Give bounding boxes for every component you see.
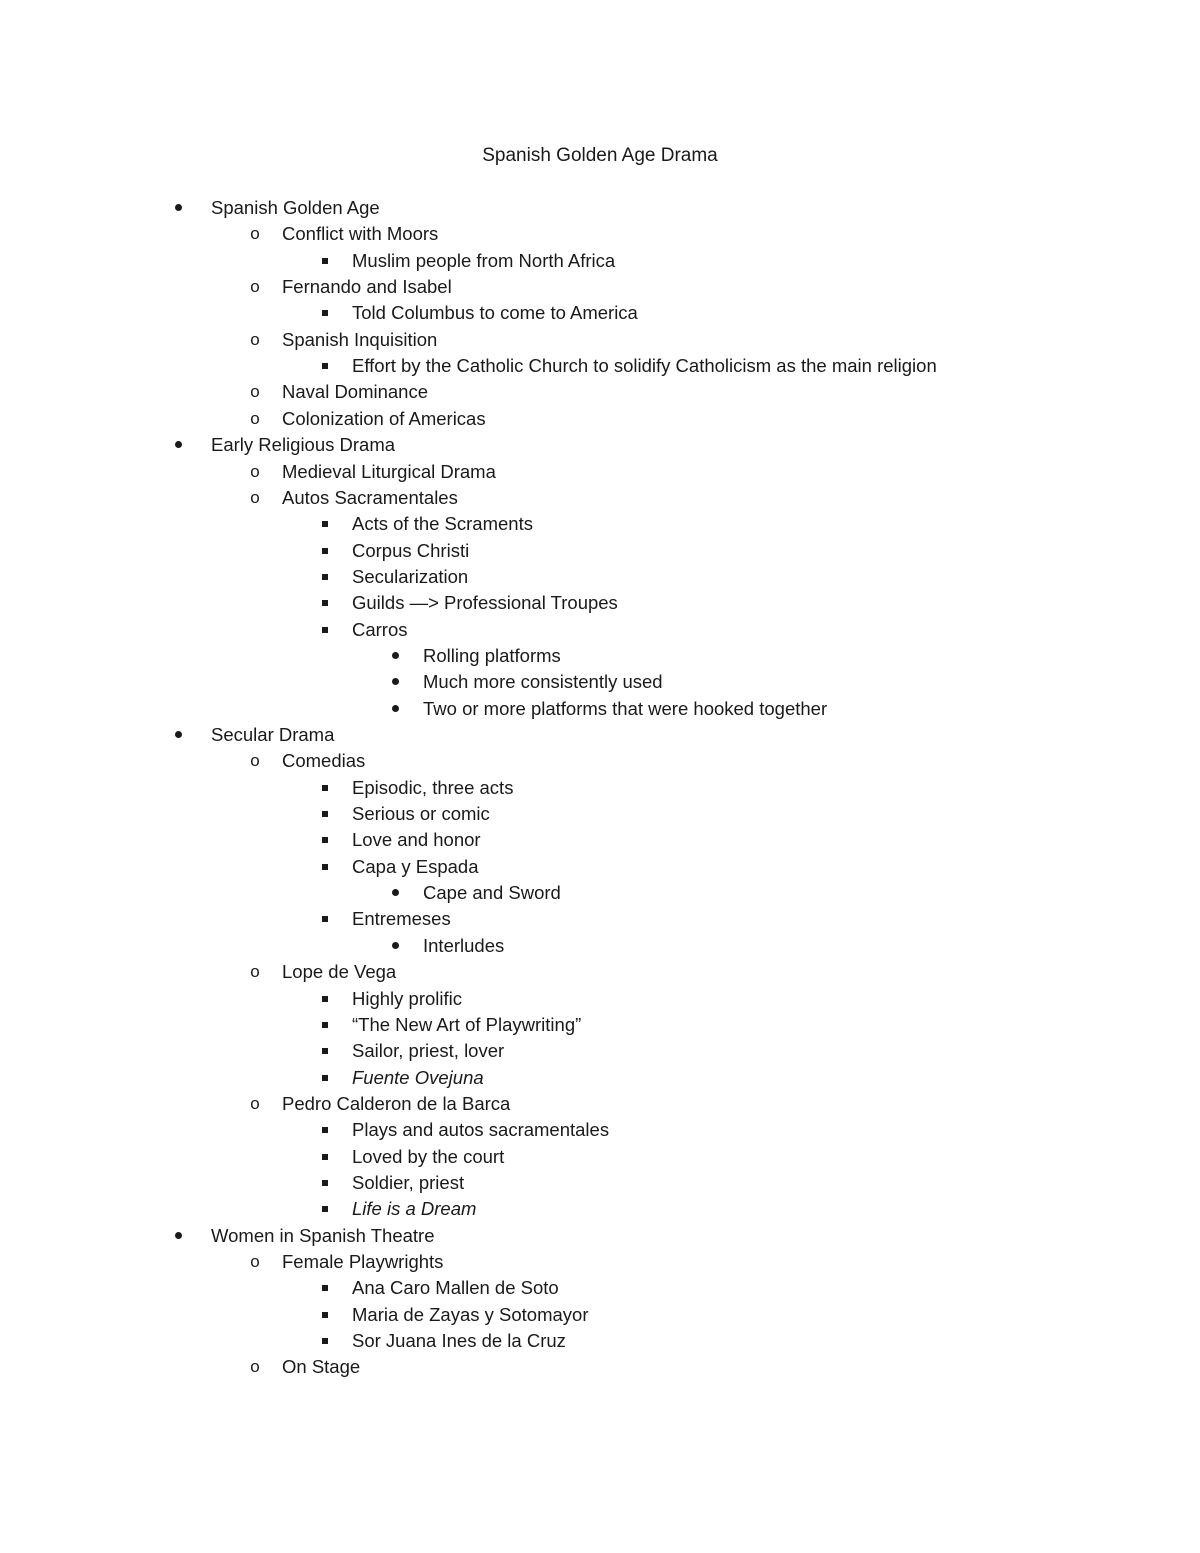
outline-item-level-3 <box>0 1302 1200 1328</box>
outline-item-level-3 <box>0 248 1200 274</box>
square-bullet-icon <box>317 1196 333 1222</box>
circle-bullet-icon: o <box>250 487 260 507</box>
disc-bullet-icon <box>388 696 404 722</box>
square-bullet-icon <box>317 1117 333 1143</box>
square-bullet-icon <box>317 1275 333 1301</box>
outline-item-text: Interludes <box>423 934 505 956</box>
outline-item-text: Spanish Golden Age <box>211 197 380 218</box>
outline-item-level-3 <box>0 1170 1200 1196</box>
outline-item-level-2 <box>0 959 1200 985</box>
outline-item-level-4 <box>0 880 1200 906</box>
square-bullet-icon <box>317 248 333 274</box>
outline-item-text: Acts of the Scraments <box>352 513 533 535</box>
outline-item-text: Rolling platforms <box>423 644 561 666</box>
outline-item-text: Autos Sacramentales <box>282 486 458 508</box>
outline-item-level-2 <box>0 221 1200 247</box>
outline-item-text: Naval Dominance <box>282 381 429 403</box>
square-bullet-icon <box>317 511 333 537</box>
circle-bullet-icon: o <box>250 408 260 428</box>
outline-item-text: Corpus Christi <box>352 539 470 561</box>
outline-item-level-3 <box>0 590 1200 616</box>
disc-bullet-icon <box>171 195 187 221</box>
square-bullet-icon <box>317 1038 333 1064</box>
square-bullet-icon <box>317 617 333 643</box>
square-bullet-icon <box>317 564 333 590</box>
outline-item-text: Sor Juana Ines de la Cruz <box>352 1330 566 1352</box>
outline-item-level-2 <box>0 1091 1200 1117</box>
circle-bullet-icon: o <box>250 329 260 349</box>
outline-item-text: Guilds —> Professional Troupes <box>352 592 618 614</box>
outline-item-level-3 <box>0 1328 1200 1354</box>
disc-bullet-icon <box>388 643 404 669</box>
square-bullet-icon <box>317 353 333 379</box>
outline-item-text: Women in Spanish Theatre <box>211 1224 435 1246</box>
circle-bullet-icon: o <box>250 751 260 771</box>
outline-item-level-3 <box>0 1144 1200 1170</box>
outline-item-level-3 <box>0 986 1200 1012</box>
outline-item-level-1 <box>0 722 1200 748</box>
outline-item-level-4 <box>0 643 1200 669</box>
disc-bullet-icon <box>171 1223 187 1249</box>
outline-item-text: Love and honor <box>352 829 481 851</box>
outline-item-text: Spanish Inquisition <box>282 328 438 350</box>
outline-item-text: Life is a Dream <box>352 1198 477 1220</box>
outline-item-level-3 <box>0 538 1200 564</box>
outline-item-text: Fuente Ovejuna <box>352 1066 484 1088</box>
disc-bullet-icon <box>388 880 404 906</box>
square-bullet-icon <box>317 1170 333 1196</box>
outline-item-text: Serious or comic <box>352 803 490 825</box>
outline-item-text: Told Columbus to come to America <box>352 302 638 324</box>
circle-bullet-icon: o <box>250 382 260 402</box>
outline-item-text: Cape and Sword <box>423 882 561 904</box>
outline-item-level-3 <box>0 511 1200 537</box>
outline-item-text: Highly prolific <box>352 987 463 1009</box>
disc-bullet-icon <box>171 722 187 748</box>
outline-item-level-3 <box>0 775 1200 801</box>
outline-item-text: Pedro Calderon de la Barca <box>282 1092 511 1114</box>
outline-item-text: Much more consistently used <box>423 671 663 693</box>
outline-item-text: Lope de Vega <box>282 961 397 983</box>
square-bullet-icon <box>317 300 333 326</box>
outline-item-text: Sailor, priest, lover <box>352 1040 505 1062</box>
outline-item-text: Entremeses <box>352 908 451 930</box>
outline-item-text: Carros <box>352 618 408 640</box>
outline-item-level-3 <box>0 1117 1200 1143</box>
outline-item-text: Soldier, priest <box>352 1171 465 1193</box>
outline-item-level-3 <box>0 617 1200 643</box>
outline-item-text: Maria de Zayas y Sotomayor <box>352 1303 589 1325</box>
square-bullet-icon <box>317 1065 333 1091</box>
disc-bullet-icon <box>388 669 404 695</box>
outline-item-text: Medieval Liturgical Drama <box>282 460 496 482</box>
circle-bullet-icon: o <box>250 962 260 982</box>
outline-item-text: Plays and autos sacramentales <box>352 1119 610 1141</box>
outline-item-level-1 <box>0 432 1200 458</box>
outline-item-text: Fernando and Isabel <box>282 276 452 298</box>
square-bullet-icon <box>317 854 333 880</box>
outline-item-text: Female Playwrights <box>282 1251 444 1272</box>
outline-item-level-3 <box>0 1196 1200 1222</box>
outline-item-text: Ana Caro Mallen de Soto <box>352 1277 559 1299</box>
square-bullet-icon <box>317 590 333 616</box>
square-bullet-icon <box>317 1144 333 1170</box>
circle-bullet-icon: o <box>250 461 260 481</box>
square-bullet-icon <box>317 801 333 827</box>
outline-item-text: Muslim people from North Africa <box>352 249 616 271</box>
square-bullet-icon <box>317 538 333 564</box>
outline-item-level-3 <box>0 1065 1200 1091</box>
outline-item-text: On Stage <box>282 1356 361 1378</box>
document-title: Spanish Golden Age Drama <box>482 145 718 166</box>
square-bullet-icon <box>317 1302 333 1328</box>
outline-item-text: Two or more platforms that were hooked together <box>423 697 828 719</box>
outline-item-level-2 <box>0 748 1200 774</box>
circle-bullet-icon: o <box>250 224 260 244</box>
outline-item-text: “The New Art of Playwriting” <box>352 1013 582 1035</box>
outline-item-level-2 <box>0 1354 1200 1380</box>
outline-item-level-2 <box>0 327 1200 353</box>
outline-item-level-2 <box>0 274 1200 300</box>
outline-item-level-3 <box>0 564 1200 590</box>
outline-item-level-2 <box>0 485 1200 511</box>
disc-bullet-icon <box>388 933 404 959</box>
outline-item-level-3 <box>0 827 1200 853</box>
square-bullet-icon <box>317 775 333 801</box>
outline-item-level-1 <box>0 1223 1200 1249</box>
square-bullet-icon <box>317 906 333 932</box>
circle-bullet-icon: o <box>250 1252 260 1271</box>
outline-item-text: Colonization of Americas <box>282 407 486 429</box>
square-bullet-icon <box>317 1012 333 1038</box>
outline-item-level-3 <box>0 854 1200 880</box>
outline-item-text: Secular Drama <box>211 724 335 745</box>
outline-item-level-3 <box>0 801 1200 827</box>
square-bullet-icon <box>317 1328 333 1354</box>
outline-item-text: Conflict with Moors <box>282 223 439 245</box>
outline-item-level-3 <box>0 300 1200 326</box>
square-bullet-icon <box>317 827 333 853</box>
outline-item-level-4 <box>0 669 1200 695</box>
outline-item-level-3 <box>0 353 1200 379</box>
outline-item-text: Episodic, three acts <box>352 776 514 798</box>
outline-item-level-3 <box>0 1038 1200 1064</box>
square-bullet-icon <box>317 986 333 1012</box>
circle-bullet-icon: o <box>250 1093 260 1113</box>
outline-item-level-3 <box>0 906 1200 932</box>
outline-item-level-3 <box>0 1275 1200 1301</box>
outline-item-level-4 <box>0 696 1200 722</box>
outline-item-text: Effort by the Catholic Church to solidify Catholicism as the main religion <box>352 355 937 377</box>
outline-item-level-2 <box>0 1249 1200 1275</box>
outline-item-level-2 <box>0 379 1200 405</box>
outline-item-level-2 <box>0 406 1200 432</box>
disc-bullet-icon <box>171 432 187 458</box>
outline-item-level-2 <box>0 459 1200 485</box>
outline-item-text: Early Religious Drama <box>211 434 396 456</box>
outline-item-text: Comedias <box>282 750 366 772</box>
circle-bullet-icon: o <box>250 277 260 297</box>
outline-item-text: Capa y Espada <box>352 855 479 877</box>
outline-item-level-1 <box>0 195 1200 221</box>
outline-item-text: Loved by the court <box>352 1145 505 1167</box>
outline-item-text: Secularization <box>352 565 469 587</box>
circle-bullet-icon: o <box>250 1357 260 1377</box>
outline-item-level-3 <box>0 1012 1200 1038</box>
outline-item-level-4 <box>0 933 1200 959</box>
